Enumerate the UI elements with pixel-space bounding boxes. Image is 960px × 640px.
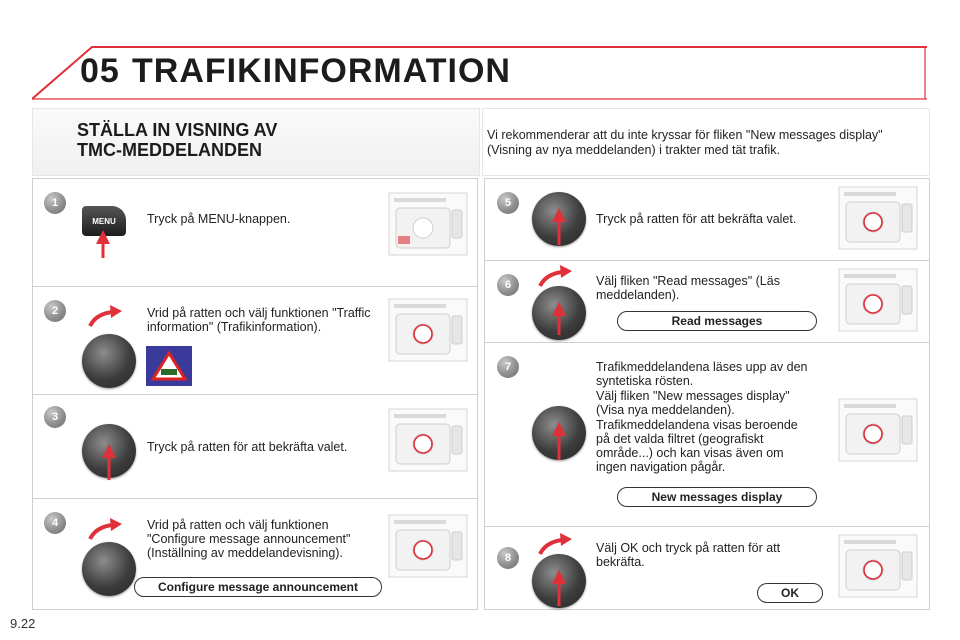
step-4-text: Vrid på ratten och välj funktionen "Configure message announcement" (Inställning av meddelandevisning). <box>147 518 351 560</box>
rotate-arrow-icon <box>540 533 572 554</box>
step-badge-8: 8 <box>497 547 519 569</box>
page-number: 9.22 <box>10 616 36 631</box>
step-badge-4: 4 <box>44 512 66 534</box>
step-5-text: Tryck på ratten för att bekräfta valet. <box>596 212 797 226</box>
press-arrow-icon <box>96 230 110 258</box>
step-2-text: Vrid på ratten och välj funktionen "Traffic information" (Trafikinformation). <box>147 306 371 334</box>
press-arrow-icon <box>552 422 566 460</box>
rotate-arrow-icon <box>90 518 122 539</box>
ok-option[interactable]: OK <box>757 583 823 603</box>
press-arrow-icon <box>552 570 566 606</box>
step-badge-1: 1 <box>44 192 66 214</box>
step-badge-5: 5 <box>497 192 519 214</box>
step-badge-2: 2 <box>44 300 66 322</box>
step-8-text: Välj OK och tryck på ratten för att bekräfta. <box>596 541 781 569</box>
read-messages-option[interactable]: Read messages <box>617 311 817 331</box>
chapter-number: 05 <box>80 52 120 90</box>
configure-message-announcement-option[interactable]: Configure message announcement <box>134 577 382 597</box>
step-badge-7: 7 <box>497 356 519 378</box>
menu-button-label: MENU <box>92 216 116 226</box>
section-heading-line1: STÄLLA IN VISNING AV <box>77 120 278 140</box>
recommendation-text: Vi rekommenderar att du inte kryssar för fliken "New messages display" (Visning av nya meddelanden) i trakter med tät trafik. <box>487 128 883 157</box>
step-badge-3: 3 <box>44 406 66 428</box>
step-7-text-2: Välj fliken "New messages display" (Visa nya meddelanden). <box>596 389 790 417</box>
page-title: TRAFIKINFORMATION <box>132 52 511 90</box>
step-7-text-1: Trafikmeddelandena läses upp av den syntetiska rösten. <box>596 360 808 388</box>
rotate-arrow-icon <box>540 265 572 286</box>
rotate-arrow-icon <box>90 305 122 326</box>
step-1-text: Tryck på MENU-knappen. <box>147 212 291 226</box>
step-7-text-3: Trafikmeddelandena visas beroende på det valda filtret (geografiskt område...) och kan visas även om ingen navigation pågår. <box>596 418 798 474</box>
step-3-text: Tryck på ratten för att bekräfta valet. <box>147 440 348 454</box>
press-arrow-icon <box>102 444 116 480</box>
step-badge-6: 6 <box>497 274 519 296</box>
press-arrow-icon <box>552 208 566 245</box>
new-messages-display-option[interactable]: New messages display <box>617 487 817 507</box>
press-arrow-icon <box>552 302 566 335</box>
section-heading-line2: TMC-MEDDELANDEN <box>77 140 262 160</box>
step-6-text: Välj fliken "Read messages" (Läs meddelanden). <box>596 274 780 302</box>
